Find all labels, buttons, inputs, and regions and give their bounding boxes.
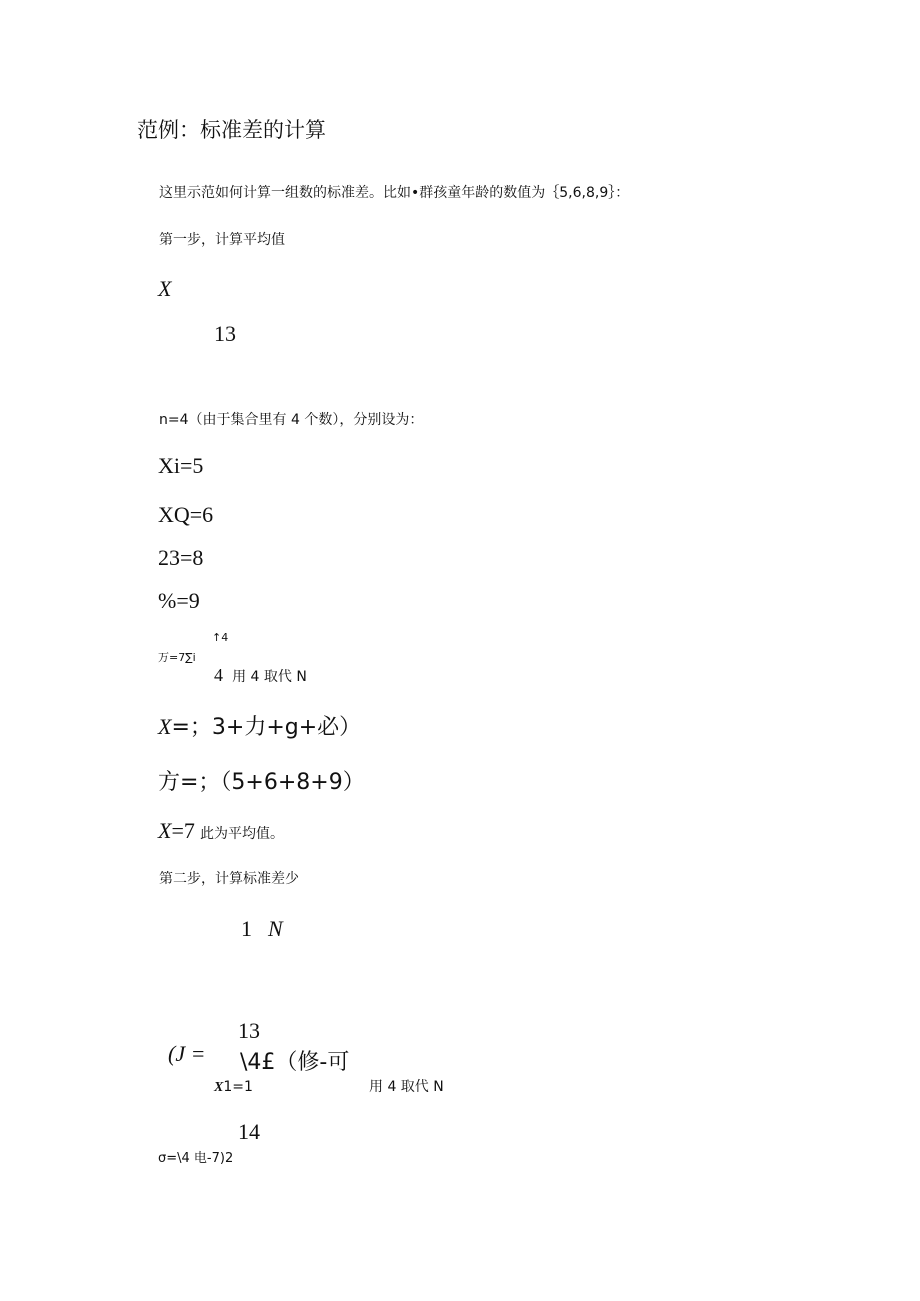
- fraction-numerator: 13: [214, 321, 236, 346]
- sum-note-number: 4: [214, 665, 223, 685]
- value-x1: Xi=5: [158, 453, 204, 478]
- mean-eq3-value: =7: [171, 818, 195, 843]
- mean-eq1-rest: =；3+力+g+必）: [171, 715, 362, 740]
- step1-heading: 第一步，计算平均值: [159, 232, 285, 248]
- sum-upper-limit: ↑4: [212, 631, 229, 644]
- page-title: 范例：标准差的计算: [137, 118, 326, 142]
- sum-index: i: [192, 651, 196, 664]
- sigma-subscript-x: X: [214, 1080, 224, 1095]
- mean-eq1-x: X: [158, 714, 172, 739]
- intro-paragraph: 这里示范如何计算一组数的标准差。比如•群孩童年龄的数值为｛5,6,8,9｝：: [159, 185, 630, 201]
- value-x3: 23=8: [158, 545, 204, 570]
- sigma-subscript-rest: 1=1: [223, 1079, 253, 1095]
- sum-note: [214, 666, 307, 684]
- sum-formula: [158, 648, 196, 664]
- sigma-subscript-right: 用 4 取代 N: [369, 1079, 444, 1095]
- mean-symbol: X: [158, 276, 172, 301]
- mean-equation-1: [158, 716, 361, 739]
- sigma-lhs: (J =: [168, 1041, 206, 1066]
- fraction-one: 1: [241, 916, 252, 941]
- value-x4: %=9: [158, 588, 200, 613]
- sigma-numerator: 13: [238, 1018, 260, 1043]
- n-definition: n=4（由于集合里有 4 个数），分别设为：: [159, 412, 424, 428]
- sigma-rhs: \4£（修-可: [240, 1050, 350, 1075]
- sum-note-text: 用 4 取代 N: [232, 669, 307, 685]
- mean-equation-2: 方=；（5+6+8+9）: [158, 770, 365, 795]
- sum-prefix: 万=7∑: [158, 651, 193, 664]
- mean-eq3-x: X: [158, 818, 172, 843]
- fraction-n: N: [268, 916, 283, 941]
- sigma-subscript-left: [214, 1080, 253, 1095]
- final-formula: σ=\4 电-7)2: [158, 1151, 234, 1166]
- final-numerator: 14: [238, 1119, 260, 1144]
- mean-eq3-note: 此为平均值。: [199, 826, 284, 842]
- mean-equation-3: [158, 820, 284, 842]
- step2-heading: 第二步，计算标准差少: [159, 871, 299, 887]
- value-x2: XQ=6: [158, 502, 214, 527]
